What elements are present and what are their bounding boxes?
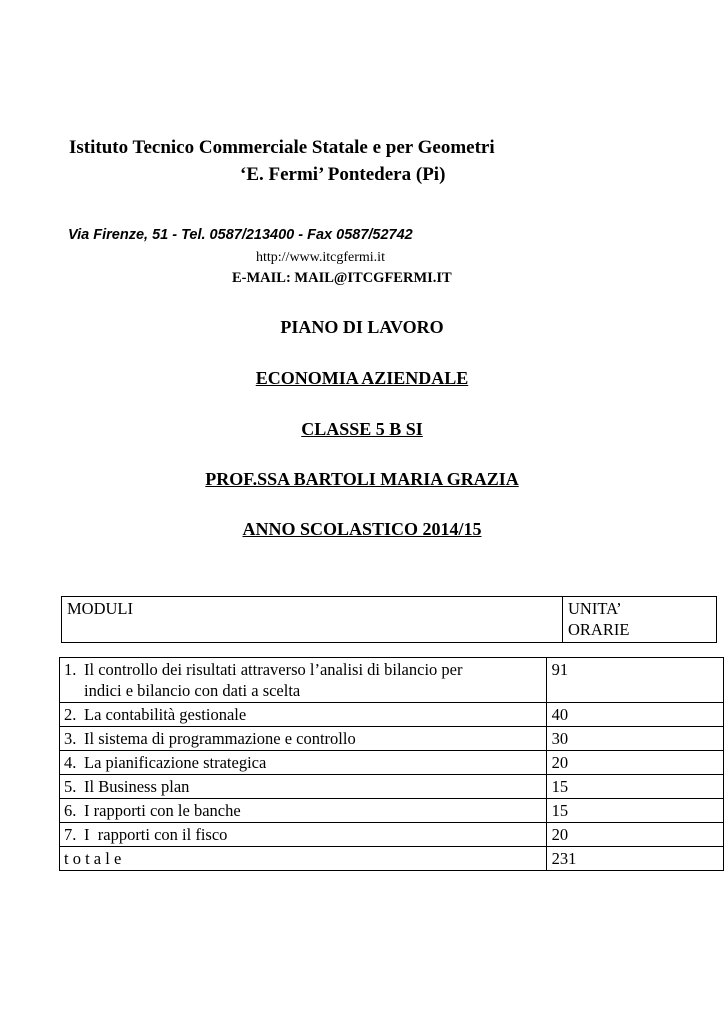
total-label: t o t a l e <box>60 847 547 871</box>
school-email: E-MAIL: MAIL@ITCGFERMI.IT <box>232 270 452 286</box>
modules-table <box>59 657 724 871</box>
modules-header-table <box>61 596 717 643</box>
header-row <box>62 597 717 643</box>
table-row <box>60 703 724 727</box>
total-hours: 231 <box>546 847 723 871</box>
module-cell <box>60 703 547 727</box>
module-cell <box>60 823 547 847</box>
module-cell <box>60 658 547 703</box>
table-row <box>60 727 724 751</box>
hours-cell: 20 <box>546 751 723 775</box>
module-text: I rapporti con il fisco <box>84 825 228 844</box>
module-text-continued: indici e bilancio con dati a scelta <box>84 681 301 700</box>
document-title <box>0 317 724 338</box>
module-number: 4. <box>64 753 77 772</box>
hours-cell: 91 <box>546 658 723 703</box>
table-row <box>60 823 724 847</box>
school-year-title: ANNO SCOLASTICO 2014/15 <box>242 519 482 539</box>
module-number: 5. <box>64 777 77 796</box>
module-cell <box>60 727 547 751</box>
module-cell <box>60 775 547 799</box>
school-address: Via Firenze, 51 - Tel. 0587/213400 - Fax 0587/52742 <box>68 227 413 243</box>
module-text: I rapporti con le banche <box>84 801 241 820</box>
table-row <box>60 799 724 823</box>
module-number: 7. <box>64 825 77 844</box>
school-location: ‘E. Fermi’ Pontedera (Pi) <box>240 164 446 185</box>
total-row <box>60 847 724 871</box>
hours-header-line2: ORARIE <box>568 620 630 639</box>
modules-column-header: MODULI <box>62 597 563 643</box>
class-title: CLASSE 5 B SI <box>301 419 423 439</box>
school-name: Istituto Tecnico Commerciale Statale e per Geometri <box>69 137 495 158</box>
hours-cell: 15 <box>546 799 723 823</box>
table-row <box>60 658 724 703</box>
module-number: 2. <box>64 705 77 724</box>
module-text: Il controllo dei risultati attraverso l’analisi di bilancio per <box>84 660 463 679</box>
hours-column-header <box>563 597 717 643</box>
hours-cell: 30 <box>546 727 723 751</box>
module-number: 1. <box>64 660 77 679</box>
module-text: Il sistema di programmazione e controllo <box>84 729 356 748</box>
hours-cell: 15 <box>546 775 723 799</box>
module-cell <box>60 751 547 775</box>
school-website: http://www.itcgfermi.it <box>256 250 385 265</box>
subject-title: ECONOMIA AZIENDALE <box>255 368 469 388</box>
module-number: 6. <box>64 801 77 820</box>
module-cell <box>60 799 547 823</box>
document-title-text: PIANO DI LAVORO <box>280 317 444 337</box>
teacher-title: PROF.SSA BARTOLI MARIA GRAZIA <box>205 469 519 489</box>
module-number: 3. <box>64 729 77 748</box>
hours-cell: 40 <box>546 703 723 727</box>
module-text: La contabilità gestionale <box>84 705 247 724</box>
table-row <box>60 775 724 799</box>
module-text: La pianificazione strategica <box>84 753 267 772</box>
table-row <box>60 751 724 775</box>
hours-cell: 20 <box>546 823 723 847</box>
hours-header-line1: UNITA’ <box>568 599 622 618</box>
module-text: Il Business plan <box>84 777 190 796</box>
